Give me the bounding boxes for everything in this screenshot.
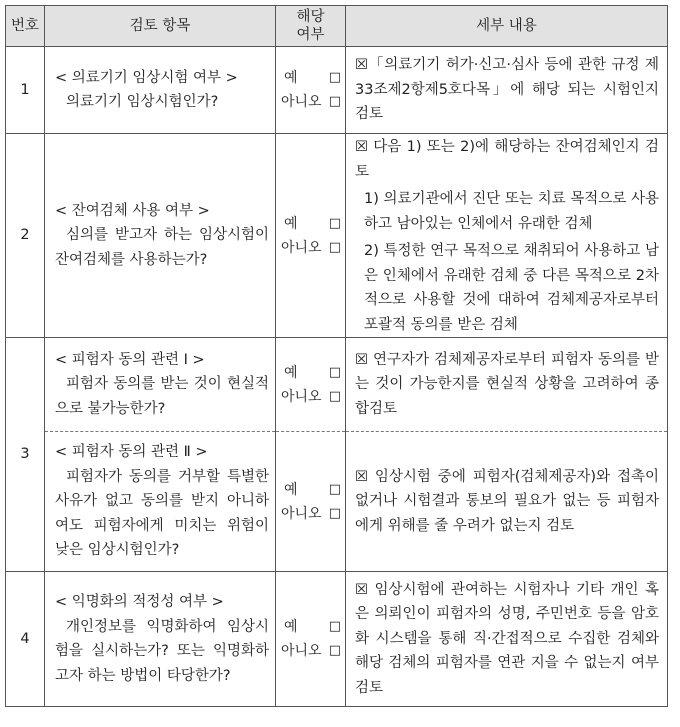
yes-label: 예 xyxy=(284,619,298,635)
yes-option[interactable] xyxy=(276,66,345,90)
applicability-cell xyxy=(276,432,346,572)
no-option[interactable] xyxy=(276,502,345,526)
yes-label: 예 xyxy=(284,215,298,232)
item-title: < 피험자 동의 관련 Ⅰ > xyxy=(55,351,205,368)
item-title: < 피험자 동의 관련 Ⅱ > xyxy=(55,444,208,461)
yes-checkbox[interactable]: □ xyxy=(328,481,341,497)
review-item xyxy=(45,432,276,572)
no-checkbox[interactable]: □ xyxy=(328,643,341,658)
table-row xyxy=(6,134,668,338)
no-option[interactable] xyxy=(276,639,345,663)
detail-cell xyxy=(346,432,668,572)
no-label: 아니오 xyxy=(281,505,322,522)
row-number: 4 xyxy=(6,572,45,707)
header-detail: 세부 내용 xyxy=(346,6,668,47)
header-applicable: 해당 여부 xyxy=(276,6,346,47)
yes-label: 예 xyxy=(284,70,298,86)
no-option[interactable] xyxy=(276,236,345,260)
detail-text: ☒ 연구자가 검체제공자로부터 피험자 동의를 받는 것이 가능한지를 현실적 상황을 고려하여 종합검토 xyxy=(355,351,659,417)
review-table-container xyxy=(5,5,668,707)
review-checklist-table xyxy=(5,5,668,707)
review-item xyxy=(45,47,276,134)
review-item xyxy=(45,338,276,432)
detail-text: ☒「의료기기 허가·신고·심사 등에 관한 규정 제33조제2항제5호다목」에 해당 되는 시험인지 검토 xyxy=(355,57,659,123)
review-item xyxy=(45,134,276,338)
yes-option[interactable] xyxy=(276,478,345,502)
no-option[interactable] xyxy=(276,90,345,114)
applicability-cell xyxy=(276,134,346,338)
item-title: < 익명화의 적정성 여부 > xyxy=(55,594,224,610)
item-question: 피험자 동의를 받는 것이 현실적으로 불가능한가? xyxy=(55,376,269,417)
table-header-row xyxy=(6,6,668,47)
no-checkbox[interactable]: □ xyxy=(328,94,341,109)
detail-text: ☒ 다음 1) 또는 2)에 해당하는 잔여검체인지 검토 xyxy=(355,139,659,180)
row-number: 3 xyxy=(6,338,45,572)
item-question: 심의를 받고자 하는 임상시험이 잔여검체를 사용하는가? xyxy=(55,227,269,268)
no-checkbox[interactable]: □ xyxy=(328,388,341,404)
table-row xyxy=(6,432,668,572)
no-checkbox[interactable]: □ xyxy=(328,239,341,255)
no-label: 아니오 xyxy=(281,643,322,659)
no-label: 아니오 xyxy=(281,94,322,110)
yes-option[interactable] xyxy=(276,361,345,385)
no-checkbox[interactable]: □ xyxy=(328,505,341,521)
table-row xyxy=(6,338,668,432)
detail-text: ☒ 임상시험에 관여하는 시험자나 기타 개인 혹은 의뢰인이 피험자의 성명, 주민번호 등을 암호화 시스템을 통해 직·간접적으로 수집한 검체와 해당 검체의 피험자를 연관 지을 수 없는지 여부 검토 xyxy=(355,581,659,696)
detail-text: ☒ 임상시험 중에 피험자(검체제공자)와 접촉이 없거나 시험결과 통보의 필요가 없는 등 피험자에게 위해를 줄 우려가 없는지 검토 xyxy=(355,468,659,534)
yes-label: 예 xyxy=(284,481,298,498)
yes-checkbox[interactable]: □ xyxy=(328,619,341,634)
row-number: 1 xyxy=(6,47,45,134)
item-title: < 잔여검체 사용 여부 > xyxy=(55,202,210,219)
yes-option[interactable] xyxy=(276,615,345,639)
yes-checkbox[interactable]: □ xyxy=(328,70,341,85)
yes-checkbox[interactable]: □ xyxy=(328,215,341,231)
detail-cell xyxy=(346,134,668,338)
applicability-cell xyxy=(276,47,346,134)
detail-cell xyxy=(346,572,668,707)
item-question: 개인정보를 익명화하여 임상시험을 실시하는가? 또는 익명화하고자 하는 방법이 타당한가? xyxy=(55,618,269,684)
table-row xyxy=(6,47,668,134)
detail-cell xyxy=(346,338,668,432)
yes-option[interactable] xyxy=(276,212,345,236)
table-row xyxy=(6,572,668,707)
item-question: 의료기기 임상시험인가? xyxy=(66,94,219,110)
no-label: 아니오 xyxy=(281,388,322,405)
yes-label: 예 xyxy=(284,364,298,381)
item-title: < 의료기기 임상시험 여부 > xyxy=(55,69,238,86)
review-item xyxy=(45,572,276,707)
applicability-cell xyxy=(276,338,346,432)
detail-cell xyxy=(346,47,668,134)
yes-checkbox[interactable]: □ xyxy=(328,364,341,380)
no-label: 아니오 xyxy=(281,239,322,256)
item-question: 피험자가 동의를 거부할 특별한 사유가 없고 동의를 받지 아니하여도 피험자에게 미치는 위험이 낮은 임상시험인가? xyxy=(55,468,269,559)
header-item: 검토 항목 xyxy=(45,6,276,47)
detail-subitem-1: 1) 의료기관에서 진단 또는 치료 목적으로 사용하고 남아있는 인체에서 유래한 검체 xyxy=(364,191,659,232)
no-option[interactable] xyxy=(276,385,345,409)
row-number: 2 xyxy=(6,134,45,338)
header-num: 번호 xyxy=(6,6,45,47)
applicability-cell xyxy=(276,572,346,707)
detail-subitem-2: 2) 특정한 연구 목적으로 채취되어 사용하고 남은 인체에서 유래한 검체 중 다른 목적으로 2차적으로 사용할 것에 대하여 검체제공자로부터 포괄적 동의를 받은 검체 xyxy=(364,243,659,333)
